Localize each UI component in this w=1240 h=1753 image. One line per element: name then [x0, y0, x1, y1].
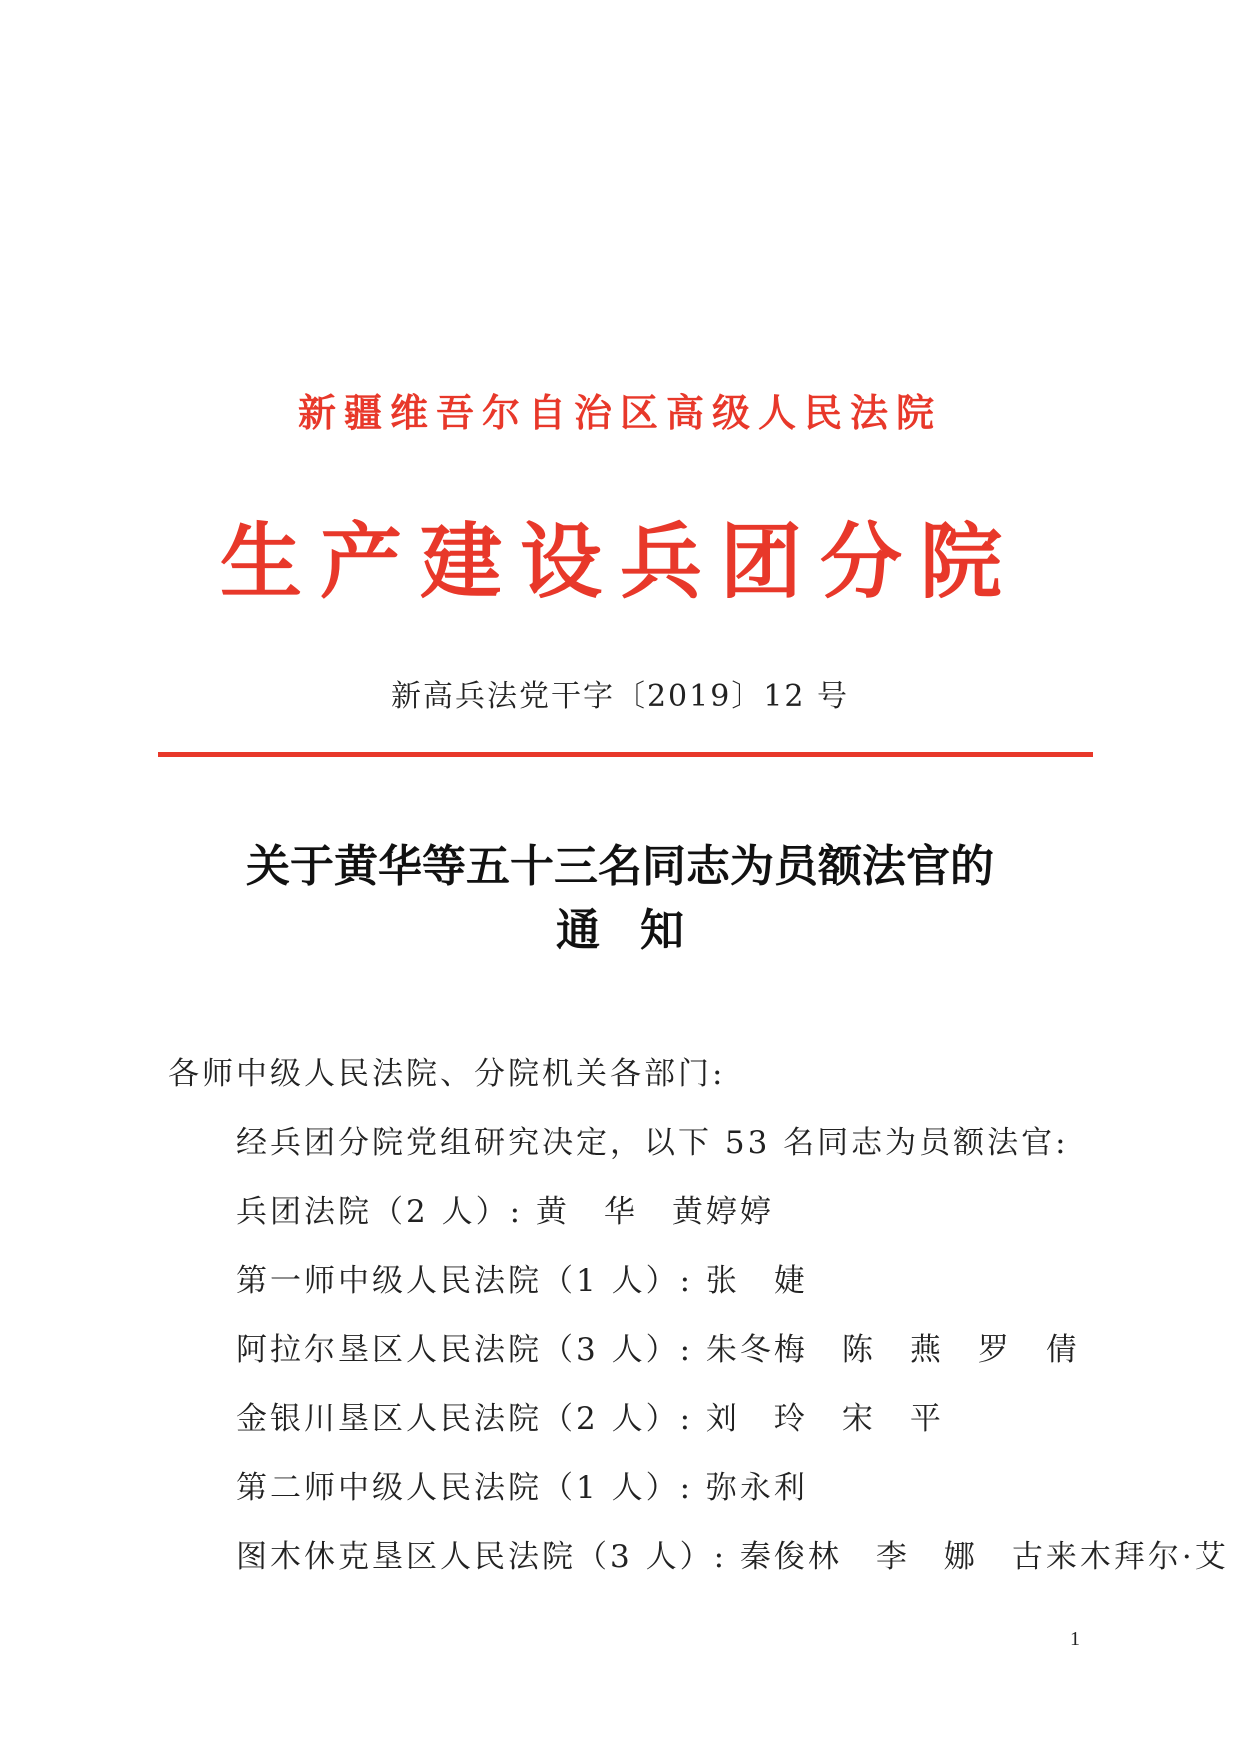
court-entry: 第二师中级人民法院（1 人）: 弥永利: [236, 1470, 808, 1506]
document-body: [168, 1040, 1229, 1592]
court-entry: 第一师中级人民法院（1 人）: 张 婕: [236, 1263, 808, 1299]
issuing-branch: 生产建设兵团分院: [219, 514, 1020, 610]
intro-paragraph: 经兵团分院党组研究决定，以下 53 名同志为员额法官:: [236, 1125, 1069, 1161]
page-number: 1: [1070, 1628, 1080, 1650]
document-number: 新高兵法党干字〔2019〕12 号: [390, 679, 850, 714]
court-entry: 兵团法院（2 人）: 黄 华 黄婷婷: [236, 1194, 774, 1230]
salutation: 各师中级人民法院、分院机关各部门:: [168, 1056, 726, 1092]
red-divider-line: [158, 752, 1093, 757]
document-title: [0, 835, 1240, 963]
court-entry: 阿拉尔垦区人民法院（3 人）: 朱冬梅 陈 燕 罗 倩: [236, 1332, 1080, 1368]
title-line-1: 关于黄华等五十三名同志为员额法官的: [246, 841, 994, 892]
court-entry: 图木休克垦区人民法院（3 人）: 秦俊林 李 娜 古来木拜尔·艾: [236, 1539, 1229, 1575]
title-line-2: 通知: [556, 905, 724, 956]
court-entry: 金银川垦区人民法院（2 人）: 刘 玲 宋 平: [236, 1401, 944, 1437]
issuing-authority: 新疆维吾尔自治区高级人民法院: [297, 390, 942, 435]
